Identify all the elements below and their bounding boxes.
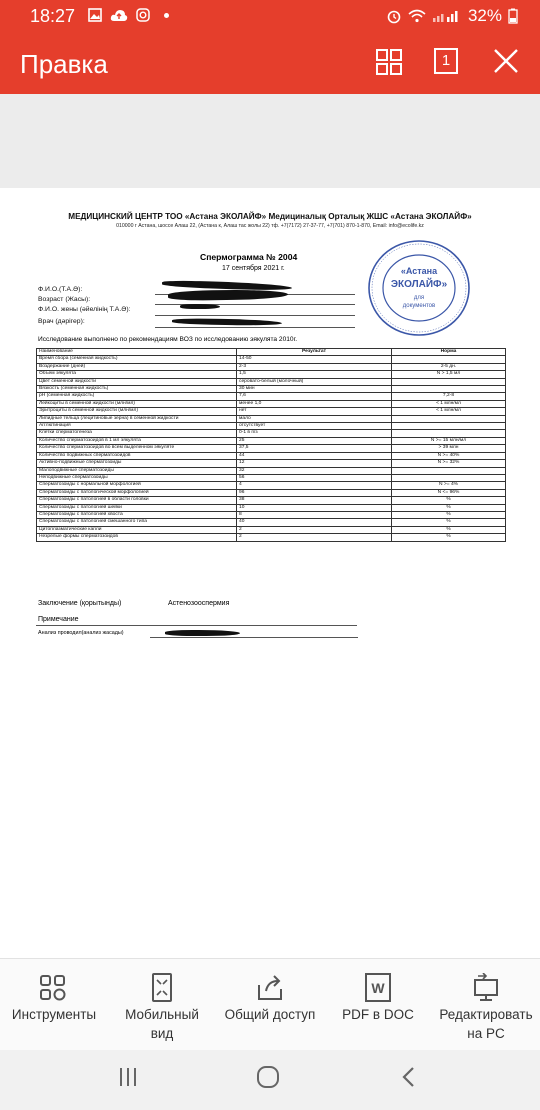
battery-icon: [508, 8, 518, 24]
column-header-norm: Норма: [392, 349, 506, 356]
row-name: pH (семенная жидкость): [37, 393, 237, 400]
row-norm: < 1 млн/мл: [392, 408, 506, 415]
system-nav-bar: [0, 1050, 540, 1110]
table-row: [37, 497, 506, 504]
table-row: [37, 408, 506, 415]
field-underline: [155, 327, 355, 328]
stamp-text-middle: ЭКОЛАЙФ»: [390, 279, 448, 290]
conclusion-value: Астенозооспермия: [168, 600, 230, 607]
table-row: [37, 526, 506, 533]
edit-on-pc-icon: [470, 973, 502, 1003]
row-result: 25: [237, 437, 392, 444]
row-result: 4: [237, 482, 392, 489]
table-row: [37, 445, 506, 452]
row-name: Количество сперматозоидов в 1 мл эякулята: [37, 437, 237, 444]
table-row: [37, 482, 506, 489]
status-bar: [0, 0, 540, 32]
row-name: Сперматозоиды с патологией смешанного типа: [37, 519, 237, 526]
row-result: 10: [237, 504, 392, 511]
battery-percent: 32%: [467, 6, 502, 25]
row-norm: [392, 430, 506, 437]
remark-underline: [36, 625, 357, 626]
share-icon: [254, 973, 286, 1003]
table-row: [37, 437, 506, 444]
table-header-row: [37, 349, 506, 356]
row-name: Воздержание (дней): [37, 363, 237, 370]
field-fio-label: Ф.И.О.(Т.А.Ә):: [38, 286, 83, 293]
document-page[interactable]: [0, 188, 540, 958]
row-result: 0-1 в п/з: [237, 430, 392, 437]
cloud-upload-icon: [110, 8, 128, 22]
row-result: отсутствует: [237, 423, 392, 430]
row-norm: N >= 4%: [392, 482, 506, 489]
row-norm: [392, 415, 506, 422]
home-icon[interactable]: [256, 1065, 280, 1089]
edit-on-pc-label: Редактировать на PC: [439, 1007, 533, 1041]
doc-date: 17 сентября 2021 г.: [222, 265, 285, 272]
table-row: [37, 504, 506, 511]
doc-header-title: МЕДИЦИНСКИЙ ЦЕНТР ТОО «Астана ЭКОЛАЙФ» Медициналық Орталық ЖШС «Астана ЭКОЛАЙФ»: [68, 212, 472, 221]
row-result: 30 мин: [237, 386, 392, 393]
row-name: Сперматозоиды с патологией шейки: [37, 504, 237, 511]
row-result: 14-50: [237, 356, 392, 363]
row-name: Липидные тельца (лецитиновые зерна) в семенной жидкости: [37, 415, 237, 422]
row-name: Сперматозоиды с патологией хвоста: [37, 511, 237, 518]
row-name: Агглютинация: [37, 423, 237, 430]
row-name: Неподвижные сперматозоиды: [37, 474, 237, 481]
doc-header-address: 010000 г Астана, шоссе Алаш 22, (Астана к, Алаш тас жолы 22) тф. +7(7172) 27-37-77, +7(701) 870-1-870, Email: info@ecolife.kz: [116, 223, 424, 229]
recent-apps-icon[interactable]: [117, 1066, 139, 1088]
bottom-toolbar: [0, 958, 540, 1051]
row-result: 1,5: [237, 371, 392, 378]
row-name: Объем эякулята: [37, 371, 237, 378]
stamp-text-top: «Астана: [400, 266, 438, 276]
redaction-mark: [165, 630, 240, 636]
row-result: 7,6: [237, 393, 392, 400]
table-row: [37, 378, 506, 385]
results-table-body: [37, 356, 506, 541]
mobile-view-icon: [146, 973, 178, 1003]
conclusion-label: Заключение (қорытынды): [38, 600, 122, 607]
row-norm: [392, 467, 506, 474]
row-norm: [392, 356, 506, 363]
tools-icon: [38, 973, 70, 1003]
row-name: Цитоплазматические капли: [37, 526, 237, 533]
row-norm: 7,2-8: [392, 393, 506, 400]
analysis-label: Анализ проводил(анализ жасады): [38, 630, 124, 636]
row-norm: %: [392, 534, 506, 541]
table-row: [37, 371, 506, 378]
app-bar: [0, 32, 540, 94]
table-row: [37, 467, 506, 474]
page-indicator-button[interactable]: [434, 48, 458, 74]
row-name: Лейкоциты в семенной жидкости (млн/мл): [37, 400, 237, 407]
svg-text:W: W: [371, 980, 385, 996]
row-norm: %: [392, 504, 506, 511]
row-result: 40: [237, 519, 392, 526]
row-result: 8: [237, 511, 392, 518]
row-name: Сперматозоиды с патологией в области головки: [37, 497, 237, 504]
table-row: [37, 519, 506, 526]
doc-title: Спермограмма № 2004: [200, 252, 298, 262]
wifi-icon: [408, 9, 426, 23]
row-norm: %: [392, 497, 506, 504]
stamp-text-bottom2: документов: [402, 303, 436, 309]
row-result: 56: [237, 474, 392, 481]
table-row: [37, 356, 506, 363]
remark-label: Примечание: [38, 616, 79, 623]
row-norm: N >= 32%: [392, 460, 506, 467]
row-result: 32: [237, 467, 392, 474]
row-name: Малоподвижные сперматозоиды: [37, 467, 237, 474]
grid-view-icon[interactable]: [375, 48, 403, 76]
row-name: Клетки сперматогенеза: [37, 430, 237, 437]
row-norm: [392, 378, 506, 385]
row-result: 2: [237, 534, 392, 541]
row-norm: %: [392, 519, 506, 526]
row-norm: [392, 474, 506, 481]
row-name: Активно-подвижные сперматозоиды: [37, 460, 237, 467]
row-name: Время сбора (семенная жидкость): [37, 356, 237, 363]
page-indicator-number: 1: [441, 52, 451, 69]
table-row: [37, 363, 506, 370]
instagram-icon: [136, 8, 150, 22]
row-name: Вязкость (семенная жидкость): [37, 386, 237, 393]
field-underline: [155, 315, 355, 316]
column-header-name: Наименование: [37, 349, 237, 356]
row-result: 37,5: [237, 445, 392, 452]
table-row: [37, 489, 506, 496]
row-result: нет: [237, 408, 392, 415]
table-row: [37, 415, 506, 422]
row-norm: [392, 423, 506, 430]
row-result: мало: [237, 415, 392, 422]
row-result: 12: [237, 460, 392, 467]
clinic-stamp: [367, 238, 471, 338]
redaction-mark: [172, 318, 282, 326]
row-result: 44: [237, 452, 392, 459]
methodology-note: Исследование выполнено по рекомендациям ВОЗ по исследованию эякулята 2010г.: [38, 336, 298, 343]
row-norm: > 39 млн: [392, 445, 506, 452]
table-row: [37, 423, 506, 430]
row-name: Эритроциты в семенной жидкости (млн/мл): [37, 408, 237, 415]
row-norm: [392, 386, 506, 393]
mobile-view-label: Мобильный вид: [125, 1007, 199, 1041]
back-icon[interactable]: [398, 1066, 420, 1088]
table-row: [37, 452, 506, 459]
row-norm: %: [392, 511, 506, 518]
row-name: Количество подвижных сперматозоидов: [37, 452, 237, 459]
row-norm: 2-5 дн.: [392, 363, 506, 370]
table-row: [37, 400, 506, 407]
column-header-result: Результат: [237, 349, 392, 356]
share-label: Общий доступ: [224, 1007, 316, 1022]
field-wife-label: Ф.И.О. жены (әйелінің Т.А.Ә):: [38, 306, 131, 313]
close-icon[interactable]: [492, 47, 520, 75]
table-row: [37, 393, 506, 400]
row-name: Количество сперматозоидов во всем выделенном эякуляте: [37, 445, 237, 452]
row-result: 96: [237, 489, 392, 496]
field-doctor-label: Врач (дәрігер):: [38, 318, 85, 325]
row-name: Незрелые формы сперматозоидов: [37, 534, 237, 541]
table-row: [37, 460, 506, 467]
row-name: Цвет семенной жидкости: [37, 378, 237, 385]
row-name: Сперматозоиды с патологической морфологией: [37, 489, 237, 496]
row-result: 2: [237, 526, 392, 533]
page-title: Правка: [20, 49, 108, 79]
gallery-icon: [88, 8, 102, 22]
viewer-top-margin: [0, 94, 540, 188]
row-result: менее 1,0: [237, 400, 392, 407]
table-row: [37, 534, 506, 541]
notification-dot-icon: [164, 13, 169, 18]
row-norm: N >= 40%: [392, 452, 506, 459]
row-norm: N >= 15 млн/мл: [392, 437, 506, 444]
redaction-mark: [168, 289, 288, 301]
status-time: 18:27: [30, 6, 76, 26]
row-name: Сперматозоиды с нормальной морфологией: [37, 482, 237, 489]
table-row: [37, 474, 506, 481]
signal-icon: [432, 9, 462, 23]
analysis-underline: [150, 637, 358, 638]
row-result: серовато-белый (молочный): [237, 378, 392, 385]
row-norm: < 1 млн/мл: [392, 400, 506, 407]
row-result: 38: [237, 497, 392, 504]
table-row: [37, 511, 506, 518]
row-norm: N <= 96%: [392, 489, 506, 496]
results-table: [36, 348, 506, 542]
stamp-text-bottom1: для: [413, 295, 425, 301]
field-age-label: Возраст (Жасы):: [38, 296, 91, 303]
alarm-icon: [386, 8, 402, 24]
tools-label: Инструменты: [11, 1007, 97, 1022]
row-norm: %: [392, 526, 506, 533]
pdf-to-doc-label: PDF в DOC: [342, 1007, 414, 1022]
redaction-mark: [180, 304, 220, 309]
word-icon: [362, 973, 394, 1003]
table-row: [37, 430, 506, 437]
row-result: 2-3: [237, 363, 392, 370]
table-row: [37, 386, 506, 393]
row-norm: N > 1,5 мл: [392, 371, 506, 378]
